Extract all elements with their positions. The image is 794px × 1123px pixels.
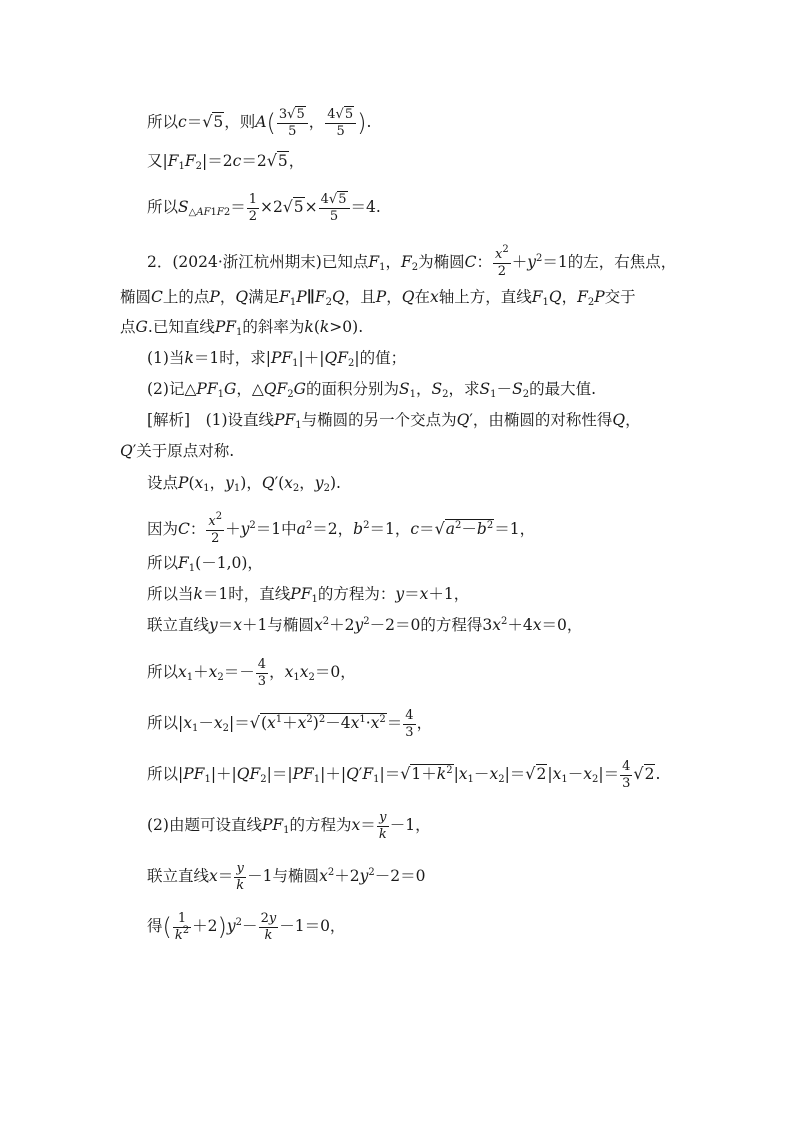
text: 交于: [604, 288, 636, 306]
text-line: 点G.已知直线$PF_1$的斜率为k(k>0).: [120, 318, 364, 338]
text: 所以: [147, 554, 179, 572]
text: 所以: [147, 663, 179, 682]
text-line: (1)当k＝1时，求$|PF_1|+|QF_2|$的值；: [147, 349, 407, 369]
text: .已知直线: [147, 318, 215, 336]
text-line: 所以c＝√5，则A( $\frac{3√5}{5}$ ， $\frac{4√5}{5}$ ).: [147, 107, 372, 139]
text: 的值；: [359, 349, 407, 367]
text: 在: [414, 288, 430, 306]
text: 与椭圆: [267, 616, 314, 634]
text: 所以: [147, 714, 179, 733]
text-line: 所以$F_1(-1,0)$，: [147, 554, 263, 574]
text: 所以: [147, 198, 179, 217]
text-line: 所以$x_1+x_2=-$ $\frac{4}{3}$ ，$x_1x_2=0$，: [147, 657, 356, 689]
text: ＝1的左，右焦点，: [542, 253, 677, 272]
text-line: 因为C： $\frac{x^2}{2}$ $+y^2=1$中$a^2=2$，$b^2=1$，$c=√a^2-b^2=1$，: [147, 511, 536, 546]
text: 满足: [248, 288, 280, 306]
text: 所以: [147, 765, 179, 784]
text-line: 所以$|x_1-x_2|=√(x^1+x^2)^2-4x^1\cdot x^2=$ $\frac{4}{3}$ ，: [147, 708, 433, 740]
text: 2．(2024·浙江杭州期末)已知点: [147, 253, 369, 272]
text: 为椭圆: [418, 253, 465, 272]
text-line: 所以$|PF_1|+|QF_2|=|PF_1|+|Q'F_1|=√1+k^2|x_1-x_2|=√2|x_1-x_2|=$ $\frac{4}{3}$ √2.: [147, 759, 661, 791]
text-line: 得( $\frac{1}{k^2}$ $+2)y^2-$ $\frac{2y}{k}$ －1＝0，: [147, 911, 346, 943]
text: 联立直线: [147, 867, 210, 886]
text: 上的点: [162, 288, 210, 306]
text: 中: [281, 520, 297, 539]
text-line: 椭圆C上的点P，Q满足$F_1P\parallel F_2Q$，且P，Q在x轴上方，直线$F_1Q$，$F_2P$交于: [120, 287, 636, 308]
text: ，由椭圆的对称性得: [472, 411, 613, 429]
text: 的最大值.: [529, 380, 596, 398]
text-line: 2．(2024·浙江杭州期末)已知点$F_1$，$F_2$为椭圆C： $\frac{x^2}{2}$ $+y^2=1$的左，右焦点，: [147, 244, 677, 279]
text-line: 设点$P(x_1$，$y_1$)，$Q'(x_2$，$y_2$).: [147, 474, 341, 494]
text-line: [解析] (1)设直线$PF_1$与椭圆的另一个交点为Q′，由椭圆的对称性得Q，: [147, 411, 641, 431]
text: 的斜率为: [242, 318, 305, 336]
text: 关于原点对称.: [136, 442, 235, 460]
text: 得: [147, 917, 163, 936]
text: 与椭圆的另一个交点为: [301, 411, 457, 429]
text-line: 联立直线x＝ $\frac{y}{k}$ －1与椭圆$x^2+2y^2-2=0$: [147, 861, 426, 893]
text: 轴上方，直线: [438, 288, 532, 306]
text: ，求: [448, 380, 480, 398]
text-line: 所以当k＝1时，直线$PF_1$的方程为：y＝x＋1，: [147, 585, 470, 605]
text: [解析] (1)设直线: [147, 411, 275, 429]
text: ，则: [224, 113, 256, 132]
text: 所以当: [147, 585, 194, 603]
text-line: Q′关于原点对称.: [120, 442, 235, 460]
text-line: (2)由题可设直线$PF_1$的方程为x＝ $\frac{y}{k}$ －1，: [147, 810, 431, 842]
text: ＝1时，求: [193, 349, 266, 367]
text: 的方程为：: [317, 585, 396, 603]
text-line: 联立直线y＝x＋1与椭圆$x^2+2y^2-2=0$的方程得$3x^2+4x=0$，: [147, 616, 583, 634]
text: 的方程为: [289, 816, 352, 835]
text: 设点: [147, 474, 179, 492]
text: 的面积分别为: [306, 380, 400, 398]
text: 的方程得: [420, 616, 483, 634]
text-line: 所以$S_{\triangle AF1F2}=$ $\frac{1}{2}$ ×2√5× $\frac{4√5}{5}$ ＝4.: [147, 192, 381, 224]
text: ＝1时，直线: [202, 585, 291, 603]
text: (1)当: [147, 349, 185, 367]
text: 所以: [147, 113, 179, 132]
text: 椭圆: [120, 288, 152, 306]
text: 与椭圆: [272, 867, 320, 886]
text: ，且: [344, 288, 376, 306]
text: 点: [120, 318, 136, 336]
text: (2)由题可设直线: [147, 816, 262, 835]
text: (2)记: [147, 380, 185, 398]
text: 因为: [147, 520, 179, 539]
text: 联立直线: [147, 616, 210, 634]
text: 又: [147, 152, 163, 170]
text-line: 又$|F_1F_2|=2c=2√5$，: [147, 151, 305, 172]
text-line: (2)记$\triangle PF_1G$，$\triangle QF_2G$的面积分别为$S_1$，$S_2$，求$S_1-S_2$的最大值.: [147, 380, 596, 400]
